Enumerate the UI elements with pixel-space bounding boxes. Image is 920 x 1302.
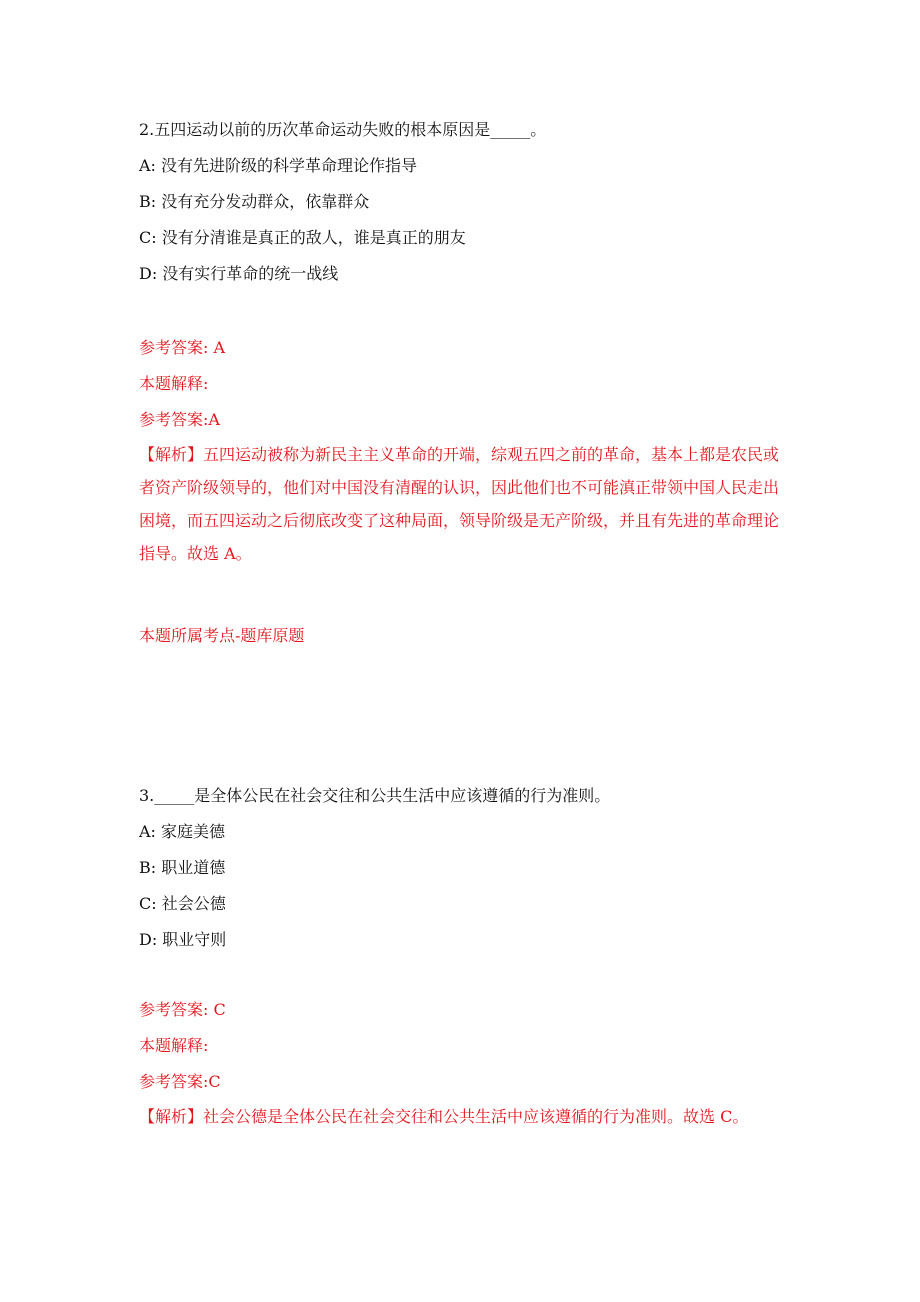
question-3-option-d: D: 职业守则: [139, 930, 227, 949]
question-2-option-b: B: 没有充分发动群众，依靠群众: [139, 192, 370, 211]
question-2-option-d: D: 没有实行革命的统一战线: [139, 264, 339, 283]
question-3-explain-title: 本题解释:: [139, 1036, 209, 1055]
question-3-stem: 3._____是全体公民在社会交往和公共生活中应该遵循的行为准则。: [139, 786, 611, 805]
question-3-option-a: A: 家庭美德: [139, 822, 226, 841]
question-2-explain-title: 本题解释:: [139, 374, 209, 393]
question-2-answer: 参考答案: A: [139, 338, 226, 357]
question-2-option-c: C: 没有分清谁是真正的敌人，谁是真正的朋友: [139, 228, 466, 247]
question-2-knowledge-section: [139, 618, 789, 654]
question-3-option-b: B: 职业道德: [139, 858, 226, 877]
question-2: [139, 112, 789, 292]
question-2-analysis: 【解析】五四运动被称为新民主主义革命的开端，综观五四之前的革命，基本上都是农民或者资产阶级领导的，他们对中国没有清醒的认识，因此他们也不可能滇正带领中国人民走出困境，而五四运动之后彻底改变了这种局面，领导阶级是无产阶级，并且有先进的革命理论指导。故选 A。: [139, 445, 780, 563]
question-3-answer-section: [139, 992, 789, 1133]
question-2-stem: 2.五四运动以前的历次革命运动失败的根本原因是_____。: [139, 120, 547, 139]
question-3-answer: 参考答案: C: [139, 1000, 226, 1019]
question-2-option-a: A: 没有先进阶级的科学革命理论作指导: [139, 156, 418, 175]
question-2-answer-section: [139, 330, 789, 570]
question-2-knowledge-point: 本题所属考点-题库原题: [139, 626, 305, 645]
question-3-answer-repeat: 参考答案:C: [139, 1072, 221, 1091]
question-3: [139, 778, 789, 958]
question-3-analysis: 【解析】社会公德是全体公民在社会交往和公共生活中应该遵循的行为准则。故选 C。: [139, 1107, 749, 1126]
question-2-answer-repeat: 参考答案:A: [139, 410, 220, 429]
question-3-option-c: C: 社会公德: [139, 894, 226, 913]
